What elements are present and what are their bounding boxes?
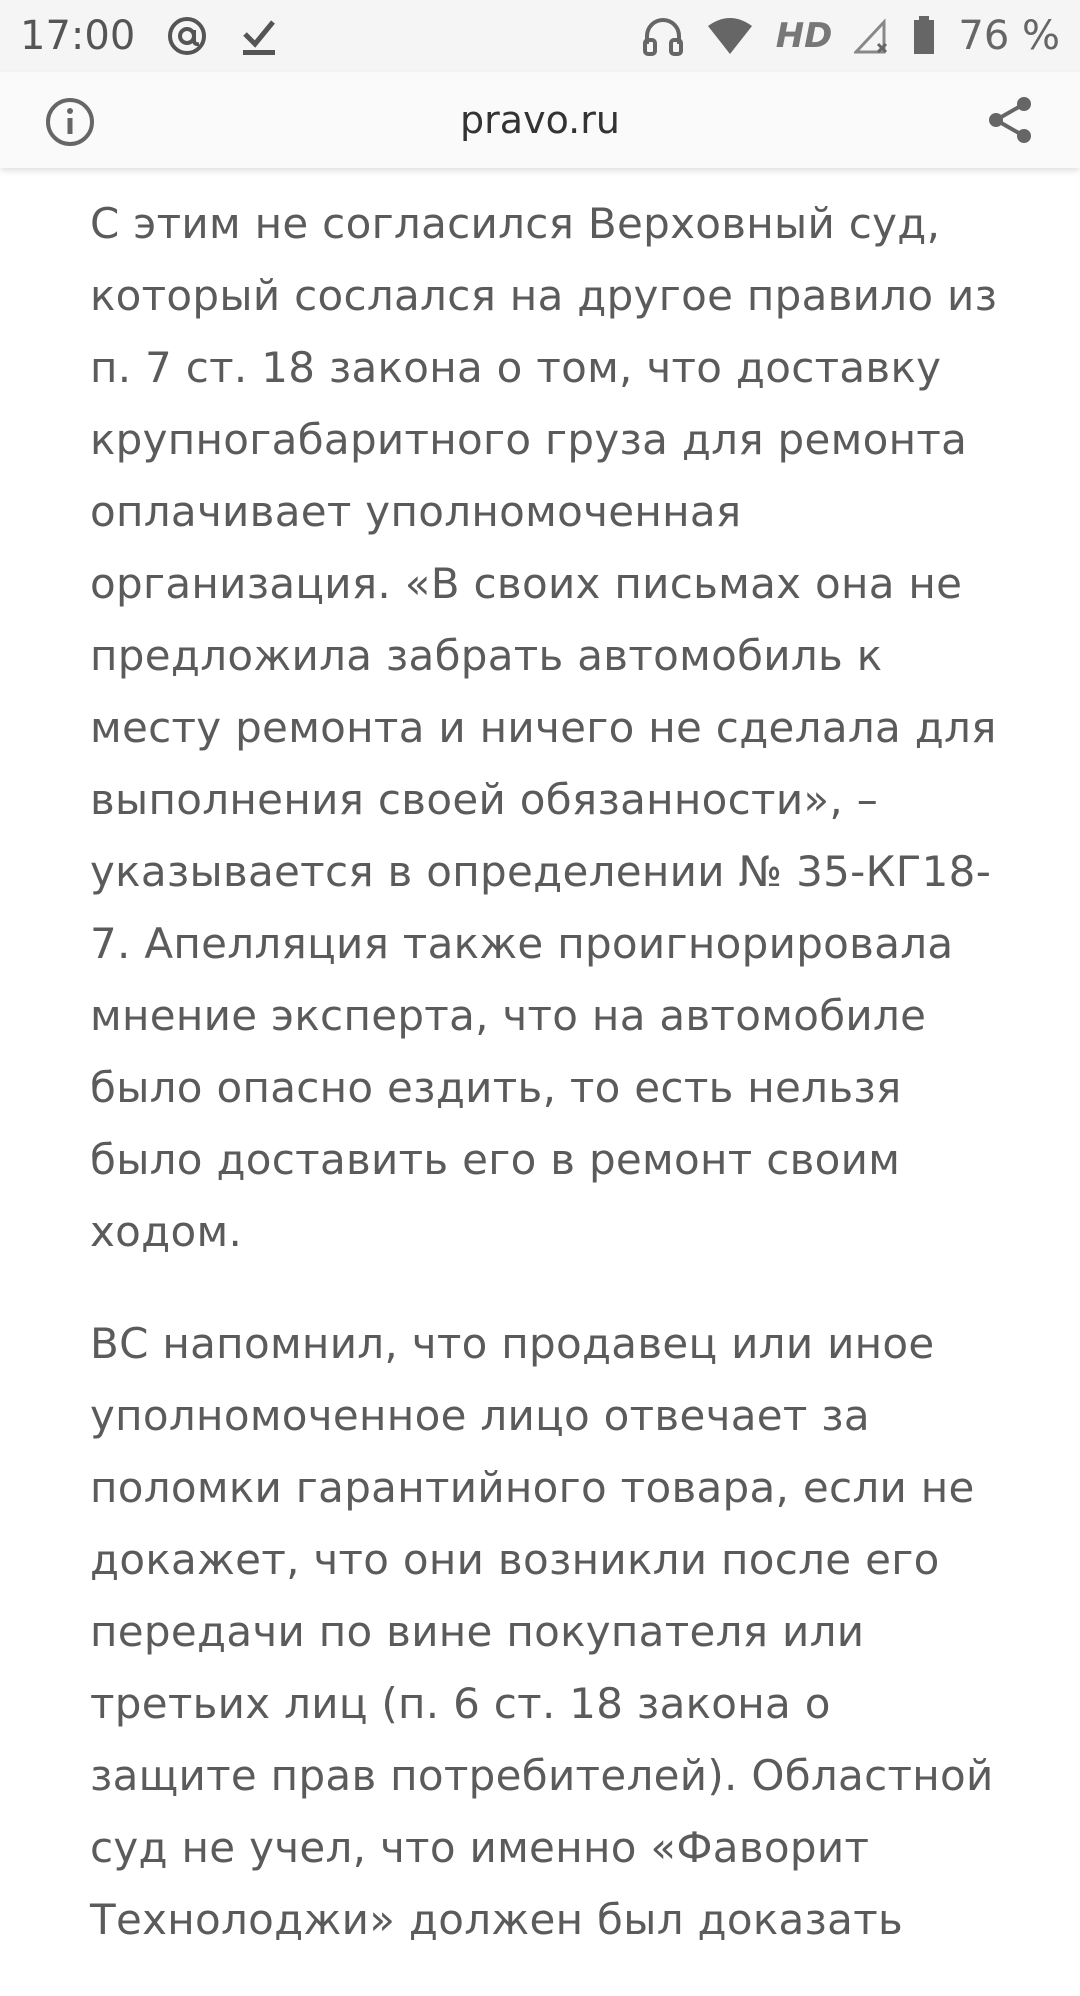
article-body (90, 168, 1010, 1996)
status-time: 17:00 (20, 13, 136, 59)
at-icon (165, 14, 209, 58)
battery-percent: 76 % (958, 13, 1060, 59)
page-domain-title: pravo.ru (460, 98, 620, 142)
browser-toolbar (0, 72, 1080, 168)
wifi-icon (706, 16, 754, 56)
article-paragraph: ВС напомнил, что продавец или иное уполномоченное лицо отвечает за поломки гарантийного товара, если не докажет, что они возникли после его передачи по вине покупателя или третьих лиц (п. 6 ст. 18 закона о защите прав потребителей). Областной суд не учел, что именно «Фаворит Технолоджи» должен был доказать (90, 1319, 994, 1944)
article-paragraph: С этим не согласился Верховный суд, который сослался на другое правило из п. 7 ст. 18 закона о том, что доставку крупногабаритного груза для ремонта оплачивает уполномоченная организация. «В своих письмах она не предложила забрать автомобиль к месту ремонта и ничего не сделала для выполнения своей обязанности», – указывается в определении № 35-КГ18-7. Апелляция также проигнорировала мнение эксперта, что на автомобиле было опасно ездить, то есть нельзя было доставить его в ремонт своим ходом. (90, 199, 998, 1256)
share-icon[interactable] (984, 94, 1036, 146)
status-left (0, 13, 279, 59)
status-right (642, 13, 1080, 59)
download-done-icon (239, 14, 279, 58)
network-type-label: HD (775, 16, 833, 56)
signal-icon (854, 18, 890, 54)
status-bar (0, 0, 1080, 72)
battery-icon (912, 16, 936, 56)
headphones-icon (642, 14, 684, 58)
